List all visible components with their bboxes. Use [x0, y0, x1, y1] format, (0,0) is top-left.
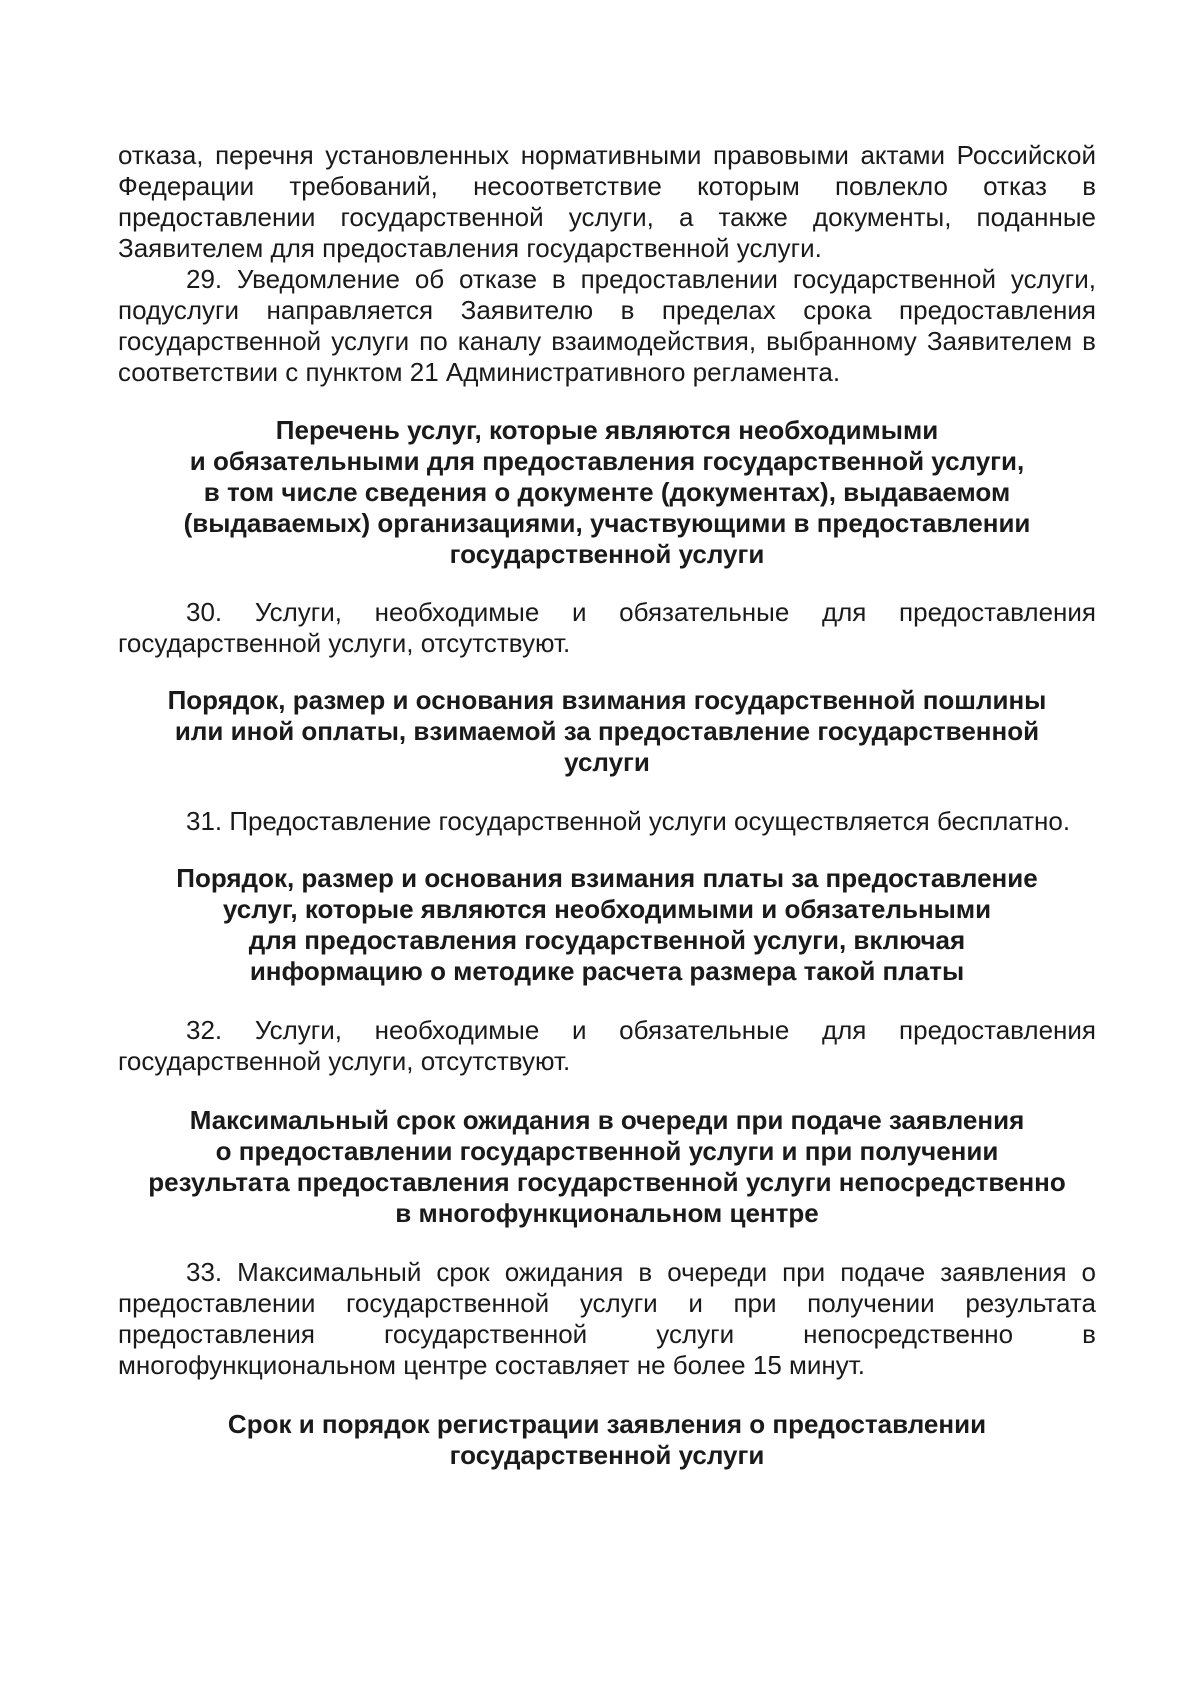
- heading-line: услуги: [564, 747, 650, 777]
- heading-line: Максимальный срок ожидания в очереди при подаче заявления: [189, 1105, 1025, 1135]
- section-heading-required-services: [118, 415, 1096, 570]
- heading-line: Порядок, размер и основания взимания государственной пошлины: [167, 685, 1047, 715]
- heading-line: Срок и порядок регистрации заявления о предоставлении: [227, 1409, 987, 1439]
- paragraph-32: 32. Услуги, необходимые и обязательные для предоставления государственной услуги, отсутствуют.: [118, 1015, 1096, 1076]
- document-page: [118, 140, 1096, 1471]
- heading-line: о предоставлении государственной услуги и при получении: [215, 1136, 999, 1166]
- heading-line: или иной оплаты, взимаемой за предоставление государственной: [174, 716, 1040, 746]
- paragraph-continuation: отказа, перечня установленных нормативными правовыми актами Российской Федерации требований, несоответствие которым повлекло отказ в предоставлении государственной услуги, а также документы, поданные Заявителем для предоставления государственной услуги.: [118, 140, 1096, 263]
- section-heading-state-fee: [118, 685, 1096, 778]
- heading-line: (выдаваемых) организациями, участвующими в предоставлении: [183, 508, 1031, 538]
- heading-line: Порядок, размер и основания взимания платы за предоставление: [176, 863, 1038, 893]
- heading-line: в том числе сведения о документе (документах), выдаваемом: [203, 477, 1011, 507]
- heading-line: информацию о методике расчета размера такой платы: [249, 956, 965, 986]
- paragraph-33: 33. Максимальный срок ожидания в очереди при подаче заявления о предоставлении государственной услуги и при получении результата предоставления государственной услуги непосредственно в многофункциональном центре составляет не более 15 минут.: [118, 1257, 1096, 1380]
- heading-line: Перечень услуг, которые являются необходимыми: [275, 415, 939, 445]
- paragraph-30: 30. Услуги, необходимые и обязательные для предоставления государственной услуги, отсутствуют.: [118, 597, 1096, 658]
- heading-line: в многофункциональном центре: [395, 1198, 819, 1228]
- heading-line: для предоставления государственной услуги, включая: [248, 925, 966, 955]
- heading-line: услуг, которые являются необходимыми и обязательными: [222, 894, 992, 924]
- heading-line: государственной услуги: [449, 1440, 765, 1470]
- heading-line: государственной услуги: [449, 539, 765, 569]
- paragraph-29: 29. Уведомление об отказе в предоставлении государственной услуги, подуслуги направляется Заявителю в пределах срока предоставления государственной услуги по каналу взаимодействия, выбранному Заявителем в соответствии с пунктом 21 Административного регламента.: [118, 264, 1096, 387]
- heading-line: и обязательными для предоставления государственной услуги,: [189, 446, 1025, 476]
- paragraph-31: 31. Предоставление государственной услуги осуществляется бесплатно.: [186, 806, 1071, 836]
- section-heading-queue-time: [118, 1105, 1096, 1229]
- section-heading-registration: [118, 1409, 1096, 1471]
- heading-line: результата предоставления государственной услуги непосредственно: [148, 1167, 1066, 1197]
- section-heading-fee-calculation: [118, 863, 1096, 987]
